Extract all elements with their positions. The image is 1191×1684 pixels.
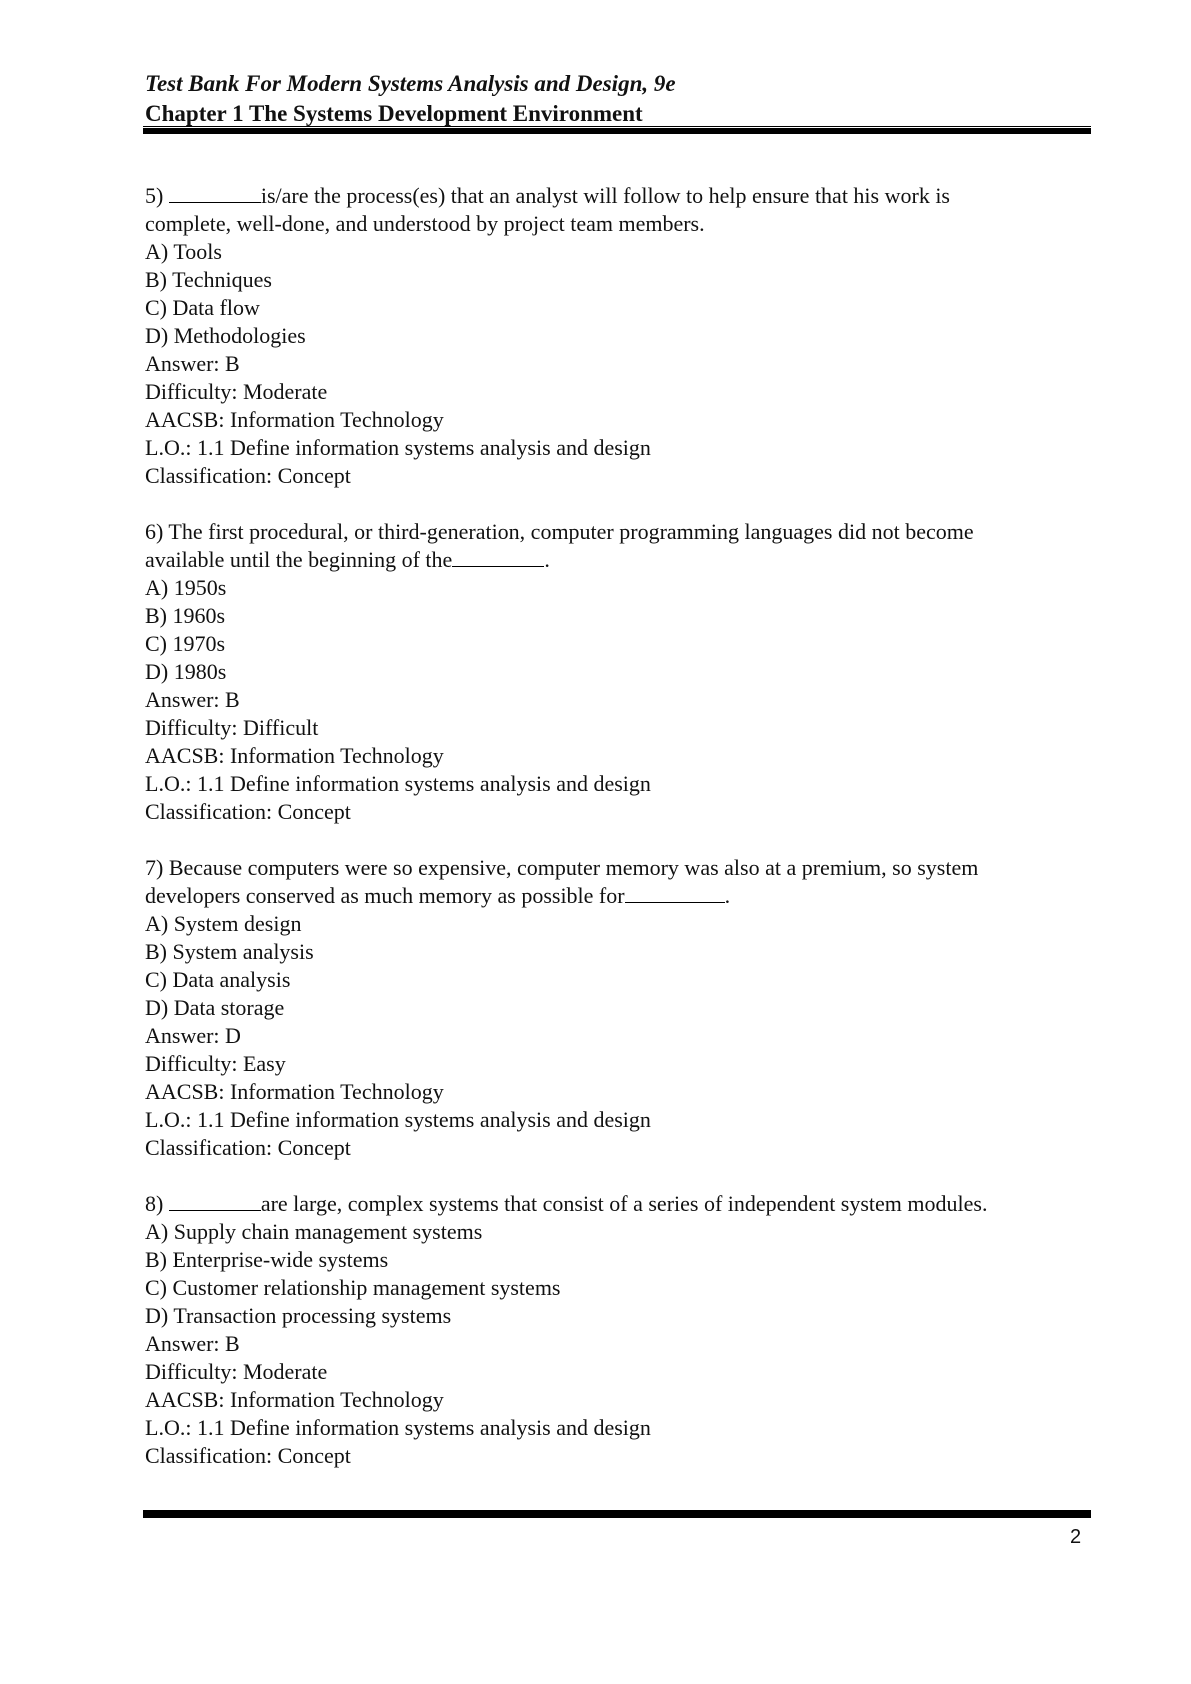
answer-blank xyxy=(169,182,261,203)
difficulty: Difficulty: Moderate xyxy=(145,379,328,404)
classification: Classification: Concept xyxy=(145,1443,351,1468)
stem-continuation xyxy=(145,546,1095,574)
option-a: A) Tools xyxy=(145,239,222,264)
answer: Answer: B xyxy=(145,1331,240,1356)
aacsb: AACSB: Information Technology xyxy=(145,407,444,432)
option-d: D) 1980s xyxy=(145,659,227,684)
answer-blank xyxy=(452,546,544,567)
header-rule-thin xyxy=(143,126,1091,127)
stem-text: developers conserved as much memory as possible for xyxy=(145,883,625,908)
question-number: 8) xyxy=(145,1191,164,1216)
aacsb: AACSB: Information Technology xyxy=(145,1387,444,1412)
classification: Classification: Concept xyxy=(145,1135,351,1160)
option-a: A) Supply chain management systems xyxy=(145,1219,483,1244)
option-d: D) Methodologies xyxy=(145,323,306,348)
answer: Answer: B xyxy=(145,687,240,712)
option-c: C) Customer relationship management systems xyxy=(145,1275,561,1300)
question-stem xyxy=(145,182,1095,210)
stem-period: . xyxy=(544,547,550,572)
answer: Answer: D xyxy=(145,1023,241,1048)
option-a: A) 1950s xyxy=(145,575,227,600)
aacsb: AACSB: Information Technology xyxy=(145,1079,444,1104)
chapter-title: Chapter 1 The Systems Development Environment xyxy=(145,101,643,126)
option-d: D) Transaction processing systems xyxy=(145,1303,452,1328)
stem-text: are large, complex systems that consist of a series of independent system modules. xyxy=(260,1191,988,1216)
question-stem xyxy=(145,1190,1095,1218)
classification: Classification: Concept xyxy=(145,463,351,488)
option-b: B) Enterprise-wide systems xyxy=(145,1247,389,1272)
page-number: 2 xyxy=(1070,1526,1082,1548)
footer-rule xyxy=(143,1510,1091,1518)
page-header xyxy=(145,68,1090,128)
question-5 xyxy=(145,182,1095,490)
learning-objective: L.O.: 1.1 Define information systems analysis and design xyxy=(145,1415,651,1440)
option-c: C) Data flow xyxy=(145,295,260,320)
stem-text: is/are the process(es) that an analyst will follow to help ensure that his work is xyxy=(260,183,950,208)
classification: Classification: Concept xyxy=(145,799,351,824)
stem-text: available until the beginning of the xyxy=(145,547,453,572)
learning-objective: L.O.: 1.1 Define information systems analysis and design xyxy=(145,435,651,460)
header-rule xyxy=(143,128,1091,134)
question-8 xyxy=(145,1190,1095,1470)
question-list xyxy=(145,182,1095,1498)
option-b: B) Techniques xyxy=(145,267,272,292)
stem-period: . xyxy=(724,883,731,908)
stem-continuation: complete, well-done, and understood by project team members. xyxy=(145,211,705,236)
option-d: D) Data storage xyxy=(145,995,285,1020)
difficulty: Difficulty: Moderate xyxy=(145,1359,328,1384)
question-number: 5) xyxy=(145,183,164,208)
question-stem: 6) The first procedural, or third-generation, computer programming languages did not become xyxy=(145,519,974,544)
learning-objective: L.O.: 1.1 Define information systems analysis and design xyxy=(145,771,651,796)
aacsb: AACSB: Information Technology xyxy=(145,743,444,768)
question-stem: 7) Because computers were so expensive, computer memory was also at a premium, so system xyxy=(145,855,979,880)
difficulty: Difficulty: Easy xyxy=(145,1051,286,1076)
stem-continuation xyxy=(145,882,1095,910)
answer-blank xyxy=(625,882,725,903)
option-a: A) System design xyxy=(145,911,302,936)
option-b: B) 1960s xyxy=(145,603,226,628)
option-b: B) System analysis xyxy=(145,939,314,964)
option-c: C) 1970s xyxy=(145,631,226,656)
difficulty: Difficulty: Difficult xyxy=(145,715,319,740)
question-6 xyxy=(145,518,1095,826)
answer-blank xyxy=(169,1190,261,1211)
option-c: C) Data analysis xyxy=(145,967,291,992)
question-7 xyxy=(145,854,1095,1162)
document-title: Test Bank For Modern Systems Analysis and Design, 9e xyxy=(145,71,676,96)
learning-objective: L.O.: 1.1 Define information systems analysis and design xyxy=(145,1107,651,1132)
answer: Answer: B xyxy=(145,351,240,376)
